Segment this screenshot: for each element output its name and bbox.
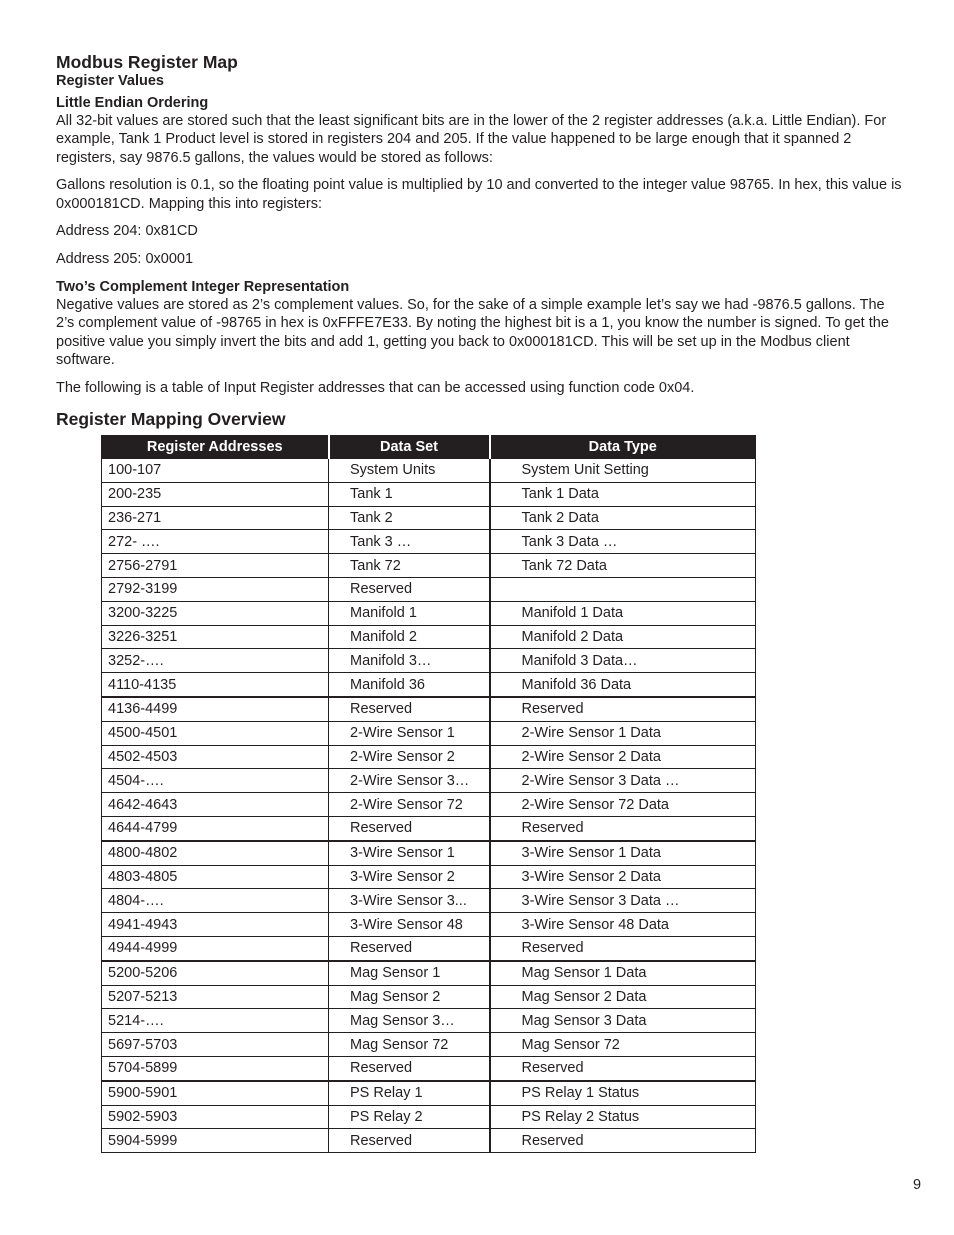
cell-data-type: 2-Wire Sensor 3 Data … <box>490 769 756 793</box>
gallons-resolution-paragraph: Gallons resolution is 0.1, so the floating point value is multiplied by 10 and converted to the integer value 98765. In hex, this value is 0x000181CD. Mapping this into registers: <box>56 177 902 212</box>
section-heading-twos-complement: Two’s Complement Integer Representation <box>56 279 350 296</box>
section-heading-register-mapping: Register Mapping Overview <box>56 409 286 430</box>
column-header-data-set: Data Set <box>329 436 490 459</box>
cell-data-type: Manifold 1 Data <box>490 601 756 625</box>
cell-data-type: 3-Wire Sensor 3 Data … <box>490 889 756 913</box>
cell-data-type: 3-Wire Sensor 1 Data <box>490 841 756 865</box>
section-heading-little-endian: Little Endian Ordering <box>56 95 209 111</box>
table-row <box>102 673 756 697</box>
table-row <box>102 625 756 649</box>
table-row <box>102 601 756 625</box>
cell-register-address: 4504-…. <box>102 769 329 793</box>
cell-data-set: Reserved <box>329 578 490 602</box>
cell-data-set: PS Relay 1 <box>329 1081 490 1105</box>
cell-data-set: 3-Wire Sensor 48 <box>329 913 490 937</box>
table-row <box>102 769 756 793</box>
cell-data-set: Reserved <box>329 1129 490 1153</box>
table-row <box>102 865 756 889</box>
cell-data-set: Manifold 3… <box>329 649 490 673</box>
input-register-intro: The following is a table of Input Register addresses that can be accessed using function code 0x04. <box>56 379 695 396</box>
cell-register-address: 4944-4999 <box>102 937 329 961</box>
cell-register-address: 100-107 <box>102 459 329 483</box>
cell-register-address: 4642-4643 <box>102 793 329 817</box>
cell-data-type: Mag Sensor 72 <box>490 1033 756 1057</box>
section-heading-register-values: Register Values <box>56 73 164 89</box>
table-row <box>102 913 756 937</box>
cell-data-set: Tank 2 <box>329 506 490 530</box>
cell-data-type: Tank 1 Data <box>490 482 756 506</box>
cell-data-set: Tank 3 … <box>329 530 490 554</box>
table-row <box>102 721 756 745</box>
table-row <box>102 1081 756 1105</box>
address-204-line: Address 204: 0x81CD <box>56 223 198 240</box>
cell-register-address: 2792-3199 <box>102 578 329 602</box>
cell-data-set: Mag Sensor 72 <box>329 1033 490 1057</box>
cell-data-type: Manifold 3 Data… <box>490 649 756 673</box>
cell-register-address: 5697-5703 <box>102 1033 329 1057</box>
cell-data-type: Reserved <box>490 817 756 841</box>
column-header-data-type: Data Type <box>490 436 756 459</box>
table-row <box>102 459 756 483</box>
table-row <box>102 985 756 1009</box>
cell-register-address: 4500-4501 <box>102 721 329 745</box>
cell-data-type <box>490 578 756 602</box>
cell-data-type: 3-Wire Sensor 48 Data <box>490 913 756 937</box>
little-endian-paragraph: All 32-bit values are stored such that the least significant bits are in the lower of the 2 register addresses (a.k.a. Little Endian). For example, Tank 1 Product level is stored in registers 204 and 205. If the value happened to be large enough that it spanned 2 registers, say 9876.5 gallons, the values would be stored as follows: <box>56 113 887 166</box>
cell-data-type: PS Relay 2 Status <box>490 1105 756 1129</box>
table-row <box>102 1056 756 1080</box>
cell-data-type: Manifold 36 Data <box>490 673 756 697</box>
cell-data-type: PS Relay 1 Status <box>490 1081 756 1105</box>
cell-data-set: Reserved <box>329 817 490 841</box>
cell-data-set: Mag Sensor 3… <box>329 1009 490 1033</box>
cell-data-set: 2-Wire Sensor 2 <box>329 745 490 769</box>
cell-register-address: 4502-4503 <box>102 745 329 769</box>
cell-register-address: 4644-4799 <box>102 817 329 841</box>
cell-data-set: Reserved <box>329 937 490 961</box>
cell-register-address: 5207-5213 <box>102 985 329 1009</box>
cell-data-set: Tank 1 <box>329 482 490 506</box>
cell-data-set: Tank 72 <box>329 554 490 578</box>
register-mapping-table <box>101 435 756 1153</box>
table-row <box>102 889 756 913</box>
cell-register-address: 5904-5999 <box>102 1129 329 1153</box>
page-number: 9 <box>913 1177 922 1193</box>
page-title: Modbus Register Map <box>56 52 238 72</box>
cell-register-address: 3226-3251 <box>102 625 329 649</box>
table-row <box>102 817 756 841</box>
cell-register-address: 2756-2791 <box>102 554 329 578</box>
cell-data-set: Manifold 1 <box>329 601 490 625</box>
twos-complement-paragraph: Negative values are stored as 2’s complement values. So, for the sake of a simple example let’s say we had -9876.5 gallons. The 2’s complement value of -98765 in hex is 0xFFFE7E33. By noting the highest bit is a 1, you know the number is signed. To get the positive value you simply invert the bits and add 1, getting you back to 0x000181CD. This will be set up in the Modbus client software. <box>56 297 889 368</box>
cell-data-set: Mag Sensor 2 <box>329 985 490 1009</box>
cell-data-type: Mag Sensor 2 Data <box>490 985 756 1009</box>
cell-register-address: 3252-…. <box>102 649 329 673</box>
cell-register-address: 4803-4805 <box>102 865 329 889</box>
cell-data-type: Reserved <box>490 1056 756 1080</box>
cell-data-type: System Unit Setting <box>490 459 756 483</box>
table-row <box>102 745 756 769</box>
page-content <box>56 52 906 1153</box>
table-row <box>102 506 756 530</box>
cell-register-address: 272- …. <box>102 530 329 554</box>
cell-data-type: Mag Sensor 1 Data <box>490 961 756 985</box>
cell-register-address: 4804-…. <box>102 889 329 913</box>
cell-data-set: Reserved <box>329 697 490 721</box>
table-row <box>102 1009 756 1033</box>
cell-data-type: Reserved <box>490 937 756 961</box>
cell-data-type: Tank 2 Data <box>490 506 756 530</box>
cell-data-type: 2-Wire Sensor 1 Data <box>490 721 756 745</box>
cell-data-type: 2-Wire Sensor 72 Data <box>490 793 756 817</box>
cell-register-address: 5704-5899 <box>102 1056 329 1080</box>
table-header-row <box>102 436 756 459</box>
cell-data-set: 2-Wire Sensor 3… <box>329 769 490 793</box>
cell-register-address: 5902-5903 <box>102 1105 329 1129</box>
table-row <box>102 1129 756 1153</box>
cell-register-address: 5214-…. <box>102 1009 329 1033</box>
table-row <box>102 554 756 578</box>
table-row <box>102 530 756 554</box>
cell-data-set: Manifold 36 <box>329 673 490 697</box>
cell-data-set: PS Relay 2 <box>329 1105 490 1129</box>
cell-data-type: 2-Wire Sensor 2 Data <box>490 745 756 769</box>
cell-register-address: 5200-5206 <box>102 961 329 985</box>
cell-data-set: 3-Wire Sensor 1 <box>329 841 490 865</box>
table-row <box>102 578 756 602</box>
cell-data-type: Manifold 2 Data <box>490 625 756 649</box>
table-row <box>102 961 756 985</box>
cell-data-type: Tank 72 Data <box>490 554 756 578</box>
cell-register-address: 5900-5901 <box>102 1081 329 1105</box>
table-row <box>102 649 756 673</box>
table-row <box>102 1033 756 1057</box>
cell-register-address: 4110-4135 <box>102 673 329 697</box>
table-row <box>102 1105 756 1129</box>
table-row <box>102 697 756 721</box>
cell-data-type: Reserved <box>490 1129 756 1153</box>
cell-data-type: 3-Wire Sensor 2 Data <box>490 865 756 889</box>
address-205-line: Address 205: 0x0001 <box>56 251 194 268</box>
table-body <box>102 459 756 1153</box>
cell-register-address: 4136-4499 <box>102 697 329 721</box>
cell-data-set: Reserved <box>329 1056 490 1080</box>
cell-register-address: 3200-3225 <box>102 601 329 625</box>
cell-data-set: 2-Wire Sensor 1 <box>329 721 490 745</box>
cell-register-address: 4800-4802 <box>102 841 329 865</box>
table-row <box>102 793 756 817</box>
cell-data-set: 2-Wire Sensor 72 <box>329 793 490 817</box>
cell-data-type: Tank 3 Data … <box>490 530 756 554</box>
table-row <box>102 937 756 961</box>
cell-data-type: Mag Sensor 3 Data <box>490 1009 756 1033</box>
table-row <box>102 482 756 506</box>
cell-data-type: Reserved <box>490 697 756 721</box>
cell-data-set: System Units <box>329 459 490 483</box>
cell-data-set: 3-Wire Sensor 3... <box>329 889 490 913</box>
cell-data-set: 3-Wire Sensor 2 <box>329 865 490 889</box>
table-row <box>102 841 756 865</box>
column-header-register-addresses: Register Addresses <box>102 436 329 459</box>
cell-data-set: Manifold 2 <box>329 625 490 649</box>
cell-data-set: Mag Sensor 1 <box>329 961 490 985</box>
cell-register-address: 4941-4943 <box>102 913 329 937</box>
cell-register-address: 236-271 <box>102 506 329 530</box>
cell-register-address: 200-235 <box>102 482 329 506</box>
